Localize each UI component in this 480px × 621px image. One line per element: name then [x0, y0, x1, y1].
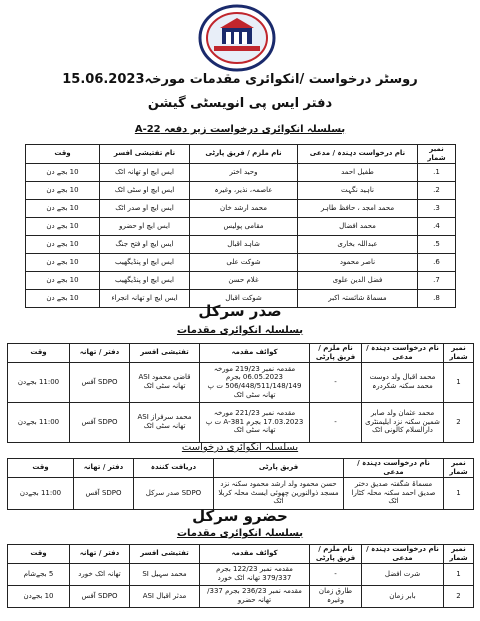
cell: 10 بجے دن: [26, 181, 100, 199]
cell: 6.: [418, 253, 456, 271]
table-row: [26, 181, 456, 199]
cell: 10 بجے دن: [26, 217, 100, 235]
cell: 7.: [418, 271, 456, 289]
cell: 5.: [418, 235, 456, 253]
table-header: نام ملزم / فریق پارٹی: [310, 545, 362, 564]
cell: 11:00 بجےدن: [8, 362, 70, 402]
cell: 2.: [418, 181, 456, 199]
cell: محمد اقبال ولد دوست محمد سکنہ شکردرہ: [362, 362, 444, 402]
cell: 10 بجے دن: [26, 199, 100, 217]
hazro-circle-heading: حضرو سرکل: [192, 507, 288, 525]
cell: محمد ارشد خان: [190, 199, 298, 217]
office-heading: دفتر ایس پی انویسٹی گیشن: [147, 96, 333, 111]
cell: 10 بجےدن: [8, 585, 70, 607]
table-header: نمبر شمار: [444, 545, 474, 564]
table1-subtitle: بسلسلہ انکوائری درخواست زیر دفعہ A-22: [134, 124, 346, 135]
table-header: نمبر شمار: [444, 459, 474, 478]
cell: 2: [444, 402, 474, 442]
cell: ایس ایچ او سٹی اٹک: [100, 181, 190, 199]
cell: مقدمہ نمبر 122/23 بجرم 379/337 تھانہ اٹک خورد: [200, 563, 310, 585]
table-header: نام ملزم / فریق پارٹی: [310, 344, 362, 363]
table-row: [8, 585, 474, 607]
table-row: [8, 402, 474, 442]
table-header: کوائف مقدمہ: [200, 344, 310, 363]
cell: 10 بجے دن: [26, 163, 100, 181]
cell: 8.: [418, 289, 456, 307]
table-header: نام درخواست دہندہ / مدعی: [344, 459, 444, 478]
table-row: [26, 217, 456, 235]
cell: مقامی پولیس: [190, 217, 298, 235]
table-header: وقت: [8, 545, 70, 564]
cell: 11:00 بجےدن: [8, 477, 74, 509]
cell: بابر زمان: [362, 585, 444, 607]
cell: مقدمہ نمبر 219/23 مورخہ 06.05.2023 بجرم 506/448/511/148/149 ت پ تھانہ سٹی اٹک: [200, 362, 310, 402]
cell: طفیل احمد: [298, 163, 418, 181]
page-title: روسٹر درخواست /انکوائری مقدمات مورخہ15.06.2023: [62, 72, 418, 87]
cell: محمد سرفراز ASI تھانہ سٹی اٹک: [130, 402, 200, 442]
cell: ایس ایچ او فتح جنگ: [100, 235, 190, 253]
table-header: دفتر / تھانہ: [74, 459, 134, 478]
table-row: [26, 271, 456, 289]
sadar-sub1: بسلسلہ انکوائری مقدمات: [176, 325, 304, 336]
cell: -: [310, 362, 362, 402]
table-header: دریافت کنندہ: [134, 459, 214, 478]
sadar-sub2: بسلسلہ انکوائری درخواست: [181, 442, 299, 453]
table-header: نام درخواست دہندہ / مدعی: [362, 344, 444, 363]
table-row: [26, 199, 456, 217]
table-row: [26, 235, 456, 253]
cell: ایس ایچ او پنڈیگھیب: [100, 271, 190, 289]
cell: -: [310, 402, 362, 442]
cell: شوکت علی: [190, 253, 298, 271]
table-header: نام ملزم / فریق پارٹی: [190, 145, 298, 164]
cell: مقدمہ نمبر 236/23 بجرم 337/ تھانہ حضرو: [200, 585, 310, 607]
cell: شوکت اقبال: [190, 289, 298, 307]
cell: 3.: [418, 199, 456, 217]
cell: فضل الدین علوی: [298, 271, 418, 289]
cell: ایس ایچ او تھانہ اٹک: [100, 163, 190, 181]
cell: SDPO آفس: [74, 477, 134, 509]
cell: 1: [444, 362, 474, 402]
sadar-cases-table: [7, 343, 474, 443]
table-header: فریق پارٹی: [214, 459, 344, 478]
cell: غلام حسن: [190, 271, 298, 289]
cell: SDPO آفس: [70, 402, 130, 442]
table-header: وقت: [8, 344, 70, 363]
cell: ایس ایچ او حضرو: [100, 217, 190, 235]
cell: 1: [444, 477, 474, 509]
table-header: کوائف مقدمہ: [200, 545, 310, 564]
cell: SDPO صدر سرکل: [134, 477, 214, 509]
cell: شاہد اقبال: [190, 235, 298, 253]
cell: طارق زمان وغیرہ: [310, 585, 362, 607]
table-header: وقت: [26, 145, 100, 164]
cell: مسماۃ شگفتہ صدیق دختر صدیق احمد سکنہ محلہ کٹارا اٹک: [344, 477, 444, 509]
hazro-sub1: بسلسلہ انکوائری مقدمات: [176, 528, 304, 539]
cell: 1: [444, 563, 474, 585]
table-header: تفتیشی افسر: [130, 344, 200, 363]
cell: شرت افضل: [362, 563, 444, 585]
table-header: نام درخواست دہندہ / مدعی: [298, 145, 418, 164]
cell: مقدمہ نمبر 221/23 مورخہ 17.03.2023 بجرم 381-A ت پ تھانہ سٹی اٹک: [200, 402, 310, 442]
cell: مسماۃ شائستہ اکبر: [298, 289, 418, 307]
cell: 10 بجے دن: [26, 289, 100, 307]
cell: تھانہ اٹک خورد: [70, 563, 130, 585]
cell: ایس ایچ او تھانہ انجراء: [100, 289, 190, 307]
table-header: دفتر / تھانہ: [70, 344, 130, 363]
table-header: نمبر شمار: [444, 344, 474, 363]
cell: 4.: [418, 217, 456, 235]
cell: محمد افضال: [298, 217, 418, 235]
cell: قاضی محمود ASI تھانہ سٹی اٹک: [130, 362, 200, 402]
cell: مدثر اقبال ASI: [130, 585, 200, 607]
cell: 2: [444, 585, 474, 607]
cell: 5 بجےشام: [8, 563, 70, 585]
table-row: [26, 163, 456, 181]
table-header: نام درخواست دہندہ / مدعی: [362, 545, 444, 564]
cell: 10 بجے دن: [26, 271, 100, 289]
table-header: نام تفتیشی افسر: [100, 145, 190, 164]
hazro-cases-table: [7, 544, 474, 608]
table-header: دفتر / تھانہ: [70, 545, 130, 564]
cell: محمد سہیل SI: [130, 563, 200, 585]
table-row: [8, 362, 474, 402]
table-header: وقت: [8, 459, 74, 478]
cell: -: [310, 563, 362, 585]
cell: SDPO آفس: [70, 585, 130, 607]
police-logo: [198, 4, 276, 72]
cell: 10 بجے دن: [26, 235, 100, 253]
table-row: [8, 563, 474, 585]
cell: محمد امجد ، حافظ طاہر: [298, 199, 418, 217]
cell: عاصمہ، نذیر، وغیرہ: [190, 181, 298, 199]
cell: محمد عثمان ولد صابر شمین سکنہ نزد ایلیمنٹری دارالسلام کالونی اٹک: [362, 402, 444, 442]
cell: 10 بجے دن: [26, 253, 100, 271]
sadar-applications-table: [7, 458, 474, 510]
table-header: نمبر شمار: [418, 145, 456, 164]
table-row: [26, 253, 456, 271]
cell: عبداللہ بخاری: [298, 235, 418, 253]
cell: 1.: [418, 163, 456, 181]
cell: حسن محمود ولد ارشد محمود سکنہ نزد مسجد ذوالنورین چھوئی ایسٹ محلہ کربلا اٹک: [214, 477, 344, 509]
cell: ناصر محمود: [298, 253, 418, 271]
table-header: تفتیشی افسر: [130, 545, 200, 564]
sadar-circle-heading: صدر سرکل: [198, 302, 282, 320]
cell: ناہید نگہت: [298, 181, 418, 199]
table1: [25, 144, 456, 308]
cell: ایس ایچ او پنڈیگھیب: [100, 253, 190, 271]
cell: وحید اختر: [190, 163, 298, 181]
table-row: [8, 477, 474, 509]
cell: SDPO آفس: [70, 362, 130, 402]
cell: ایس ایچ او صدر اٹک: [100, 199, 190, 217]
cell: 11:00 بجےدن: [8, 402, 70, 442]
